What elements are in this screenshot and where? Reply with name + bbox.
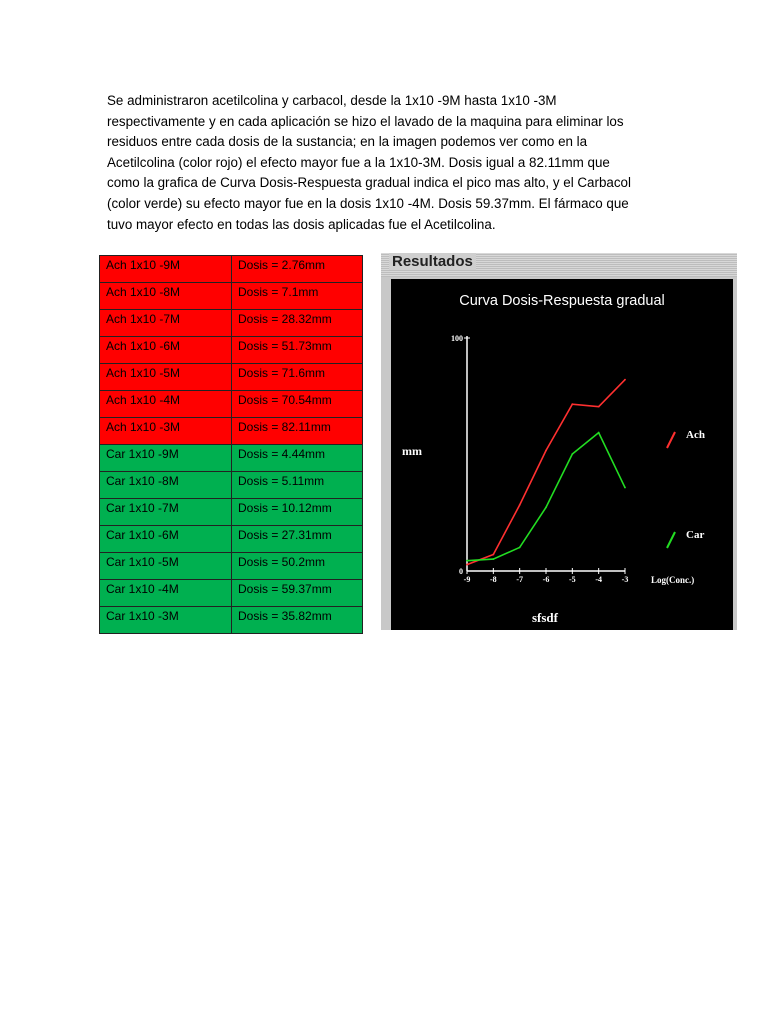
drug-cell: Ach 1x10 -8M [100,283,232,310]
drug-cell: Car 1x10 -6M [100,526,232,553]
legend-label: Car [686,529,705,541]
drug-cell: Ach 1x10 -7M [100,310,232,337]
table-row [100,580,363,607]
intro-paragraph [107,91,647,235]
dose-cell: Dosis = 27.31mm [232,526,363,553]
dose-cell: Dosis = 4.44mm [232,445,363,472]
dose-cell: Dosis = 10.12mm [232,499,363,526]
y-tick-label: 0 [459,567,463,576]
drug-cell: Car 1x10 -9M [100,445,232,472]
paragraph-line: como la grafica de Curva Dosis-Respuesta gradual indica el pico mas alto, y el Carbacol [107,175,631,191]
dose-cell: Dosis = 2.76mm [232,256,363,283]
x-tick-label: -3 [621,575,629,584]
dose-cell: Dosis = 70.54mm [232,391,363,418]
data-point [466,564,468,566]
paragraph-line: residuos entre cada dosis de la sustancia; en la imagen podemos ver como en la [107,134,588,150]
dose-cell: Dosis = 50.2mm [232,553,363,580]
data-point [571,453,573,455]
y-tick-label: 100 [451,334,463,343]
drug-cell: Ach 1x10 -9M [100,256,232,283]
dose-cell: Dosis = 35.82mm [232,607,363,634]
paragraph-line: tuvo mayor efecto en todas las dosis aplicadas fue el Acetilcolina. [107,216,496,232]
table-row [100,283,363,310]
dose-cell: Dosis = 82.11mm [232,418,363,445]
drug-cell: Car 1x10 -7M [100,499,232,526]
legend-swatch [667,432,675,448]
chart-title: Curva Dosis-Respuesta gradual [459,293,665,309]
table-row [100,445,363,472]
dose-cell: Dosis = 59.37mm [232,580,363,607]
data-point [571,403,573,405]
dose-response-chart [381,253,737,630]
drug-cell: Car 1x10 -5M [100,553,232,580]
table-row [100,310,363,337]
series-line-ach [467,380,625,565]
legend-swatch [667,532,675,548]
chart-legend [667,429,705,548]
drug-cell: Ach 1x10 -6M [100,337,232,364]
dose-table [99,255,363,634]
data-point [466,560,468,562]
x-tick-label: -6 [542,575,550,584]
data-point [492,558,494,560]
table-row [100,553,363,580]
drug-cell: Car 1x10 -3M [100,607,232,634]
chart-series [466,379,626,566]
table-row [100,391,363,418]
drug-cell: Car 1x10 -4M [100,580,232,607]
data-point [492,554,494,556]
dose-cell: Dosis = 7.1mm [232,283,363,310]
y-axis-label: mm [402,444,422,458]
table-row [100,337,363,364]
paragraph-line: (color verde) su efecto mayor fue en la dosis 1x10 -4M. Dosis 59.37mm. El fármaco que [107,195,629,211]
data-point [545,450,547,452]
drug-cell: Car 1x10 -8M [100,472,232,499]
paragraph-line: Se administraron acetilcolina y carbacol, desde la 1x10 -9M hasta 1x10 -3M [107,93,557,108]
legend-label: Ach [686,429,705,441]
x-tick-label: -7 [516,575,524,584]
drug-cell: Ach 1x10 -5M [100,364,232,391]
drug-cell: Ach 1x10 -4M [100,391,232,418]
table-row [100,526,363,553]
x-axis-label: Log(Conc.) [651,575,695,585]
table-row [100,499,363,526]
table-row [100,607,363,634]
x-tick-label: -9 [463,575,471,584]
data-point [519,504,521,506]
x-tick-label: -8 [489,575,497,584]
paragraph-line: respectivamente y en cada aplicación se hizo el lavado de la maquina para eliminar los [107,113,624,129]
x-tick-label: -5 [568,575,576,584]
dose-cell: Dosis = 71.6mm [232,364,363,391]
table-row [100,364,363,391]
dose-cell: Dosis = 51.73mm [232,337,363,364]
results-figure [381,253,737,630]
dose-cell: Dosis = 5.11mm [232,472,363,499]
figure-header-title: Resultados [389,253,476,270]
table-row [100,418,363,445]
drug-cell: Ach 1x10 -3M [100,418,232,445]
data-point [545,506,547,508]
x-tick-label: -4 [595,575,603,584]
data-point [624,487,626,489]
chart-caption: sfsdf [531,610,559,625]
paragraph-line: Acetilcolina (color rojo) el efecto mayor fue a la 1x10-3M. Dosis igual a 82.11mm que [107,154,610,170]
chart-axes [451,334,628,584]
data-point [598,406,600,408]
table-row [100,256,363,283]
data-point [519,547,521,549]
table-row [100,472,363,499]
data-point [624,379,626,381]
data-point [598,432,600,434]
dose-cell: Dosis = 28.32mm [232,310,363,337]
